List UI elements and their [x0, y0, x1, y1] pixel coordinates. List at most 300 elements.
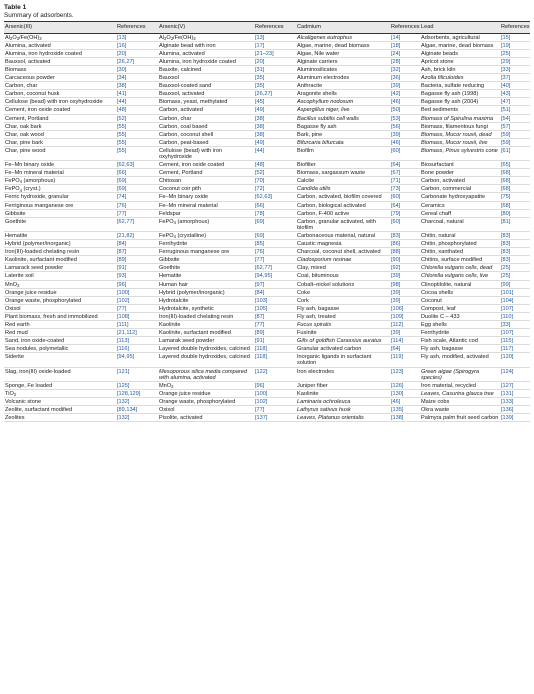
arsenic-v-cell: Feldspar — [158, 209, 254, 217]
ref-cell[interactable]: [21,82] — [116, 231, 158, 239]
ref-cell[interactable]: [51] — [500, 106, 530, 114]
ref-cell[interactable]: [91] — [254, 337, 296, 345]
lead-cell: Biosurfactant — [420, 161, 500, 169]
cadmium-cell: Alcaligenes eutrophus — [296, 33, 390, 41]
arsenic-v-cell: Alumina, activated — [158, 49, 254, 57]
arsenic-iii-cell: Ferric hydroxide, granular — [4, 193, 116, 201]
cadmium-cell: Carbonaceous material, natural — [296, 231, 390, 239]
arsenic-iii-cell: Zeolites — [4, 414, 116, 422]
lead-cell: Cereal chaff — [420, 209, 500, 217]
ref-cell[interactable]: [59] — [500, 138, 530, 146]
ref-cell[interactable]: [77] — [254, 406, 296, 414]
arsenic-iii-cell: Siderite — [4, 353, 116, 367]
ref-cell[interactable]: [13] — [254, 33, 296, 41]
ref-cell[interactable]: [89] — [254, 329, 296, 337]
ref-cell[interactable]: [102] — [116, 296, 158, 304]
ref-cell[interactable]: [116] — [116, 345, 158, 353]
ref-cell[interactable]: [48] — [254, 161, 296, 169]
ref-cell[interactable]: [62,77] — [254, 264, 296, 272]
ref-cell[interactable]: [89] — [116, 256, 158, 264]
ref-cell[interactable]: [91] — [116, 264, 158, 272]
ref-cell[interactable]: [125] — [116, 381, 158, 389]
ref-cell[interactable]: [139] — [500, 414, 530, 422]
cadmium-cell: Fly ash, treated — [296, 312, 390, 320]
cadmium-cell: Coke — [296, 288, 390, 296]
ref-cell[interactable]: [77] — [116, 304, 158, 312]
ref-cell[interactable]: [61] — [500, 146, 530, 160]
ref-cell[interactable]: [49] — [254, 106, 296, 114]
ref-cell[interactable]: [132] — [116, 414, 158, 422]
cadmium-cell: Cork — [296, 296, 390, 304]
ref-cell[interactable]: [19] — [500, 41, 530, 49]
ref-cell[interactable]: [15] — [500, 33, 530, 41]
table-label: Table 1 — [4, 4, 27, 11]
ref-cell[interactable]: [39] — [390, 329, 420, 337]
cadmium-cell: Leaves, Platanus orientalis — [296, 414, 390, 422]
ref-cell[interactable]: [32] — [390, 65, 420, 73]
ref-cell[interactable]: [69] — [116, 185, 158, 193]
cadmium-cell: Charcoal, coconut shell, activated — [296, 248, 390, 256]
table-row — [4, 130, 530, 138]
lead-cell: Chlorella vulgaris cells, live — [420, 272, 500, 280]
header-references: References — [116, 22, 158, 34]
arsenic-v-cell: Hydrotalcite — [158, 296, 254, 304]
ref-cell[interactable]: [110] — [500, 312, 530, 320]
ref-cell[interactable]: [101] — [500, 288, 530, 296]
arsenic-v-cell: Ferruginous manganese ore — [158, 248, 254, 256]
ref-cell[interactable]: [39] — [390, 130, 420, 138]
ref-cell[interactable]: [24] — [390, 49, 420, 57]
ref-cell[interactable]: [49] — [254, 138, 296, 146]
cadmium-cell: Cobalt–nickel solutions — [296, 280, 390, 288]
table-row — [4, 381, 530, 389]
ref-cell[interactable]: [64] — [390, 161, 420, 169]
arsenic-iii-cell: Plant biomass, fresh and immobilized — [4, 312, 116, 320]
ref-cell[interactable]: [119] — [390, 353, 420, 367]
ref-cell[interactable]: [40] — [500, 82, 530, 90]
ref-cell[interactable]: [76] — [254, 248, 296, 256]
ref-cell[interactable]: [94,95] — [116, 353, 158, 367]
ref-cell[interactable]: [68] — [500, 185, 530, 193]
ref-cell[interactable]: [69] — [254, 231, 296, 239]
ref-cell[interactable]: [33] — [500, 65, 530, 73]
ref-cell[interactable]: [25] — [500, 264, 530, 272]
ref-cell[interactable]: [111] — [116, 320, 158, 328]
ref-cell[interactable]: [69] — [116, 177, 158, 185]
header-row — [4, 22, 530, 34]
lead-cell: Alginate beads — [420, 49, 500, 57]
arsenic-iii-cell: Cellulose (bead) with iron oxyhydroxide — [4, 98, 116, 106]
ref-cell[interactable]: [66] — [254, 201, 296, 209]
arsenic-v-cell: $Al_2O_3/Fe(OH)_3$ — [158, 33, 254, 41]
cadmium-cell: Candida utilis — [296, 185, 390, 193]
ref-cell[interactable]: [41] — [116, 90, 158, 98]
table-row — [4, 280, 530, 288]
ref-cell[interactable]: [84] — [116, 240, 158, 248]
ref-cell[interactable]: [52] — [116, 114, 158, 122]
ref-cell[interactable]: [48] — [116, 106, 158, 114]
ref-cell[interactable]: [13] — [116, 33, 158, 41]
table-row — [4, 256, 530, 264]
cadmium-cell: Fly ash, bagasse — [296, 304, 390, 312]
ref-cell[interactable]: [108] — [116, 312, 158, 320]
ref-cell[interactable]: [55] — [116, 146, 158, 160]
arsenic-iii-cell: Red earth — [4, 320, 116, 328]
ref-cell[interactable]: [87] — [254, 312, 296, 320]
table-row — [4, 329, 530, 337]
arsenic-v-cell: Cellulose (bead) with iron oxyhydroxide — [158, 146, 254, 160]
lead-cell: Algae, marine, dead biomass — [420, 41, 500, 49]
ref-cell[interactable]: [107] — [500, 304, 530, 312]
ref-cell[interactable]: [77] — [254, 256, 296, 264]
cadmium-cell: Ascophyllum nodosum — [296, 98, 390, 106]
ref-cell[interactable]: [80] — [500, 209, 530, 217]
ref-cell[interactable]: [128,129] — [116, 389, 158, 397]
ref-cell[interactable]: [75] — [500, 193, 530, 201]
ref-cell[interactable]: [44] — [116, 98, 158, 106]
lead-cell: Biomass, Mucor rouxii, dead — [420, 130, 500, 138]
cadmium-cell: Aluminum electrodes — [296, 74, 390, 82]
ref-cell[interactable]: [36] — [390, 74, 420, 82]
arsenic-iii-cell: Orange waste, phosphorylated — [4, 296, 116, 304]
ref-cell[interactable]: [97] — [254, 280, 296, 288]
ref-cell[interactable]: [112] — [390, 320, 420, 328]
arsenic-v-cell: MnO$_2$ — [158, 381, 254, 389]
lead-cell: Chlorella vulgaris cells, dead — [420, 264, 500, 272]
ref-cell[interactable]: [77] — [116, 209, 158, 217]
ref-cell[interactable]: [83] — [500, 256, 530, 264]
ref-cell[interactable]: [66] — [116, 169, 158, 177]
table-row — [4, 106, 530, 114]
header-references: References — [390, 22, 420, 34]
lead-cell: Carbonate hydroxyapatite — [420, 193, 500, 201]
table-row — [4, 114, 530, 122]
ref-cell[interactable]: [59] — [500, 130, 530, 138]
arsenic-v-cell: Ferrihydrite — [158, 240, 254, 248]
arsenic-v-cell: Mesoporous silica media compared with alumina, activated — [158, 367, 254, 381]
ref-cell[interactable]: [53] — [390, 114, 420, 122]
arsenic-iii-cell: Fe–Mn binary oxide — [4, 161, 116, 169]
table-row — [4, 272, 530, 280]
ref-cell[interactable]: [38] — [254, 122, 296, 130]
arsenic-iii-cell: Zeolite, surfactant modified — [4, 406, 116, 414]
ref-cell[interactable]: [105] — [254, 304, 296, 312]
ref-cell[interactable]: [113] — [116, 337, 158, 345]
ref-cell[interactable]: [132] — [116, 397, 158, 405]
ref-cell[interactable]: [83] — [500, 240, 530, 248]
cadmium-cell: Cladosporium resinae — [296, 256, 390, 264]
ref-cell[interactable]: [136] — [500, 406, 530, 414]
ref-cell[interactable]: [114] — [390, 337, 420, 345]
lead-cell: Maize cobs — [420, 397, 500, 405]
ref-cell[interactable]: [109] — [390, 312, 420, 320]
ref-cell[interactable]: [121] — [116, 367, 158, 381]
arsenic-v-cell: Orange juice residue — [158, 389, 254, 397]
cadmium-cell: Carbon, F-400 active — [296, 209, 390, 217]
ref-cell[interactable]: [25] — [500, 272, 530, 280]
ref-cell[interactable]: [98] — [390, 280, 420, 288]
arsenic-v-cell: Carbon, activated — [158, 106, 254, 114]
ref-cell[interactable]: [68] — [500, 169, 530, 177]
cadmium-cell: Biomass, sargassum waste — [296, 169, 390, 177]
ref-cell[interactable]: [74] — [116, 193, 158, 201]
ref-cell[interactable]: [92] — [390, 264, 420, 272]
ref-cell[interactable]: [31] — [254, 65, 296, 73]
cadmium-cell: Fusinite — [296, 329, 390, 337]
ref-cell[interactable]: [87] — [116, 248, 158, 256]
table-row — [4, 209, 530, 217]
ref-cell[interactable]: [124] — [500, 367, 530, 381]
ref-cell[interactable]: [33] — [500, 320, 530, 328]
ref-cell[interactable]: [89,134] — [116, 406, 158, 414]
arsenic-iii-cell: Sea nodules, polymetallic — [4, 345, 116, 353]
ref-cell[interactable]: [38] — [254, 130, 296, 138]
ref-cell[interactable]: [86] — [390, 240, 420, 248]
table-row — [4, 41, 530, 49]
arsenic-iii-cell: Lamarack seed powder — [4, 264, 116, 272]
ref-cell[interactable]: [126] — [390, 381, 420, 389]
ref-cell[interactable]: [71] — [390, 177, 420, 185]
ref-cell[interactable]: [69] — [254, 217, 296, 231]
ref-cell[interactable]: [26,27] — [254, 90, 296, 98]
lead-cell: Chitin, natural — [420, 231, 500, 239]
ref-cell[interactable]: [14] — [390, 33, 420, 41]
ref-cell[interactable]: [18] — [390, 41, 420, 49]
ref-cell[interactable]: [37] — [500, 74, 530, 82]
ref-cell[interactable]: [76] — [116, 201, 158, 209]
ref-cell[interactable]: [20] — [254, 57, 296, 65]
lead-cell: Biomass of Spirulina maxima — [420, 114, 500, 122]
ref-cell[interactable]: [60] — [390, 193, 420, 201]
table-row — [4, 90, 530, 98]
arsenic-v-cell: Hematite — [158, 272, 254, 280]
ref-cell[interactable]: [46] — [390, 98, 420, 106]
ref-cell[interactable]: [45] — [254, 98, 296, 106]
ref-cell[interactable]: [64] — [390, 201, 420, 209]
ref-cell[interactable]: [88] — [390, 248, 420, 256]
ref-cell[interactable]: [47] — [500, 98, 530, 106]
lead-cell: Compost, leaf — [420, 304, 500, 312]
arsenic-v-cell: Bauxsol — [158, 74, 254, 82]
table-row — [4, 138, 530, 146]
ref-cell[interactable]: [20] — [116, 49, 158, 57]
arsenic-v-cell: Oxisol — [158, 406, 254, 414]
ref-cell[interactable]: [72] — [254, 185, 296, 193]
lead-cell: Leaves, Casurina glauca tree — [420, 389, 500, 397]
ref-cell[interactable]: [123] — [390, 367, 420, 381]
arsenic-v-cell: Lamarak seed powder — [158, 337, 254, 345]
arsenic-iii-cell: Char, pine wood — [4, 146, 116, 160]
ref-cell[interactable]: [52] — [254, 169, 296, 177]
ref-cell[interactable]: [55] — [116, 138, 158, 146]
ref-cell[interactable]: [83] — [500, 231, 530, 239]
ref-cell[interactable]: [21–23] — [254, 49, 296, 57]
ref-cell[interactable]: [122] — [254, 367, 296, 381]
lead-cell: Adsorbents, agricultural — [420, 33, 500, 41]
ref-cell[interactable]: [21,112] — [116, 329, 158, 337]
ref-cell[interactable]: [46] — [390, 397, 420, 405]
ref-cell[interactable]: [67] — [390, 169, 420, 177]
table-row — [4, 248, 530, 256]
ref-cell[interactable]: [42] — [390, 90, 420, 98]
table-row — [4, 264, 530, 272]
ref-cell[interactable]: [39] — [390, 288, 420, 296]
ref-cell[interactable]: [117] — [500, 345, 530, 353]
ref-cell[interactable]: [90] — [390, 256, 420, 264]
arsenic-iii-cell: Carcaceous powder — [4, 74, 116, 82]
table-row — [4, 406, 530, 414]
cadmium-cell: Calcite — [296, 177, 390, 185]
ref-cell[interactable]: [78] — [254, 209, 296, 217]
ref-cell[interactable]: [70] — [254, 177, 296, 185]
lead-cell: Chitin, xanthated — [420, 248, 500, 256]
ref-cell[interactable]: [38] — [254, 114, 296, 122]
ref-cell[interactable]: [100] — [116, 288, 158, 296]
arsenic-v-cell: Coconut coir pith — [158, 185, 254, 193]
ref-cell[interactable]: [137] — [254, 414, 296, 422]
ref-cell[interactable]: [73] — [390, 185, 420, 193]
ref-cell[interactable]: [62,77] — [116, 217, 158, 231]
ref-cell[interactable]: [44] — [254, 146, 296, 160]
ref-cell[interactable]: [127] — [500, 381, 530, 389]
arsenic-v-cell: Bauxite, calcined — [158, 65, 254, 73]
ref-cell[interactable]: [131] — [500, 389, 530, 397]
ref-cell[interactable]: [39] — [390, 296, 420, 304]
ref-cell[interactable]: [115] — [500, 337, 530, 345]
ref-cell[interactable]: [62,63] — [116, 161, 158, 169]
ref-cell[interactable]: [35] — [254, 74, 296, 82]
arsenic-v-cell: Biomass, yeast, methylated — [158, 98, 254, 106]
ref-cell[interactable]: [77] — [254, 320, 296, 328]
ref-cell[interactable]: [106] — [390, 304, 420, 312]
ref-cell[interactable]: [120] — [500, 353, 530, 367]
arsenic-v-cell: Fe–Mn binary oxide — [158, 193, 254, 201]
arsenic-iii-cell: Goethite — [4, 217, 116, 231]
header-references: References — [500, 22, 530, 34]
ref-cell[interactable]: [100] — [254, 389, 296, 397]
ref-cell[interactable]: [34] — [116, 74, 158, 82]
ref-cell[interactable]: [29] — [500, 57, 530, 65]
ref-cell[interactable]: [99] — [500, 280, 530, 288]
arsenic-iii-cell: Sand, iron oxide-coated — [4, 337, 116, 345]
ref-cell[interactable]: [43] — [500, 90, 530, 98]
arsenic-iii-cell: FePO$_4$ (cryst.) — [4, 185, 116, 193]
arsenic-v-cell: Layered double hydroxides, calcined — [158, 345, 254, 353]
cadmium-cell: Aragonite shells — [296, 90, 390, 98]
ref-cell[interactable]: [54] — [500, 114, 530, 122]
header-lead: Lead — [420, 22, 500, 34]
arsenic-iii-cell: Kaolinite, surfactant modified — [4, 256, 116, 264]
ref-cell[interactable]: [55] — [116, 130, 158, 138]
table-caption: Summary of adsorbents. — [4, 12, 74, 19]
ref-cell[interactable]: [17] — [254, 41, 296, 49]
arsenic-iii-cell: Sponge, Fe loaded — [4, 381, 116, 389]
lead-cell: Clinoptilolite, natural — [420, 280, 500, 288]
ref-cell[interactable]: [38] — [116, 82, 158, 90]
lead-cell: Chitins, surface modified — [420, 256, 500, 264]
ref-cell[interactable]: [81] — [500, 217, 530, 231]
cadmium-cell: Aluminosilicates — [296, 65, 390, 73]
ref-cell[interactable]: [130] — [390, 389, 420, 397]
ref-cell[interactable]: [84] — [254, 288, 296, 296]
ref-cell[interactable]: [94,95] — [254, 272, 296, 280]
arsenic-iii-cell: Hybrid (polymer/inorganic) — [4, 240, 116, 248]
ref-cell[interactable]: [107] — [500, 329, 530, 337]
ref-cell[interactable]: [103] — [254, 296, 296, 304]
ref-cell[interactable]: [96] — [116, 280, 158, 288]
ref-cell[interactable]: [46] — [390, 138, 420, 146]
ref-cell[interactable]: [64] — [390, 345, 420, 353]
arsenic-v-cell: Bauxsol, activated — [158, 90, 254, 98]
ref-cell[interactable]: [28] — [390, 57, 420, 65]
ref-cell[interactable]: [68] — [500, 201, 530, 209]
arsenic-v-cell: Gibbsite — [158, 256, 254, 264]
ref-cell[interactable]: [62,63] — [254, 193, 296, 201]
ref-cell[interactable]: [25] — [500, 49, 530, 57]
arsenic-v-cell: Cement, iron oxide coated — [158, 161, 254, 169]
arsenic-iii-cell: Cement, iron oxide coated — [4, 106, 116, 114]
arsenic-iii-cell: FePO$_4$ (amorphous) — [4, 177, 116, 185]
ref-cell[interactable]: [57] — [500, 122, 530, 130]
cadmium-cell: Iron electrodes — [296, 367, 390, 381]
ref-cell[interactable]: [83] — [500, 248, 530, 256]
ref-cell[interactable]: [39] — [390, 82, 420, 90]
arsenic-iii-cell: Gibbsite — [4, 209, 116, 217]
ref-cell[interactable]: [79] — [390, 209, 420, 217]
lead-cell: Ash, brick kiln — [420, 65, 500, 73]
cadmium-cell: Inorganic ligands in surfactant solution — [296, 353, 390, 367]
ref-cell[interactable]: [68] — [500, 177, 530, 185]
cadmium-cell: Aspergillus niger, live — [296, 106, 390, 114]
ref-cell[interactable]: [56] — [390, 122, 420, 130]
lead-cell: Fly ash, modified, activated — [420, 353, 500, 367]
cadmium-cell: Lathyrus sativus husk — [296, 406, 390, 414]
ref-cell[interactable]: [118] — [254, 353, 296, 367]
lead-cell: Biomass, Mucor rouxii, live — [420, 138, 500, 146]
lead-cell: Fly ash, bagasse — [420, 345, 500, 353]
ref-cell[interactable]: [138] — [390, 414, 420, 422]
ref-cell[interactable]: [39] — [390, 272, 420, 280]
ref-cell[interactable]: [133] — [500, 397, 530, 405]
ref-cell[interactable]: [30] — [116, 65, 158, 73]
ref-cell[interactable]: [16] — [116, 41, 158, 49]
cadmium-cell: Clay, mixed — [296, 264, 390, 272]
ref-cell[interactable]: [118] — [254, 345, 296, 353]
ref-cell[interactable]: [96] — [254, 381, 296, 389]
ref-cell[interactable]: [60] — [390, 146, 420, 160]
ref-cell[interactable]: [35] — [254, 82, 296, 90]
cadmium-cell: Algae, Nile water — [296, 49, 390, 57]
ref-cell[interactable]: [50] — [390, 106, 420, 114]
arsenic-iii-cell: Alumina, activated — [4, 41, 116, 49]
table-row — [4, 193, 530, 201]
arsenic-iii-cell: Red mud — [4, 329, 116, 337]
ref-cell[interactable]: [83] — [390, 231, 420, 239]
ref-cell[interactable]: [65] — [500, 161, 530, 169]
ref-cell[interactable]: [135] — [390, 406, 420, 414]
cadmium-cell: Algae, marine, dead biomass — [296, 41, 390, 49]
ref-cell[interactable]: [102] — [254, 397, 296, 405]
table-row — [4, 57, 530, 65]
ref-cell[interactable]: [26,27] — [116, 57, 158, 65]
ref-cell[interactable]: [60] — [390, 217, 420, 231]
ref-cell[interactable]: [55] — [116, 122, 158, 130]
table-row — [4, 367, 530, 381]
ref-cell[interactable]: [93] — [116, 272, 158, 280]
ref-cell[interactable]: [104] — [500, 296, 530, 304]
arsenic-v-cell: Hybrid (polymer/inorganic) — [158, 288, 254, 296]
ref-cell[interactable]: [85] — [254, 240, 296, 248]
